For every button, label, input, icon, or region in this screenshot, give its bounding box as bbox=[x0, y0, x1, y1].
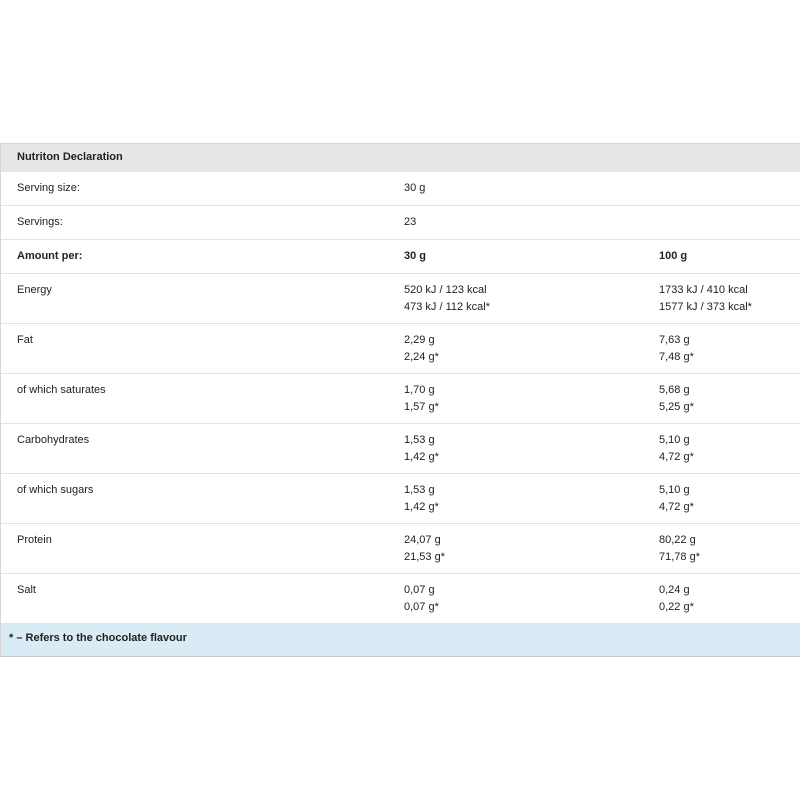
table-title: Nutriton Declaration bbox=[17, 151, 123, 163]
footnote: * – Refers to the chocolate flavour bbox=[9, 632, 187, 644]
table-row bbox=[1, 324, 800, 374]
value-100g-line-2: 4,72 g* bbox=[659, 451, 694, 463]
table-row bbox=[1, 524, 800, 574]
value-100g-line-1: 1733 kJ / 410 kcal bbox=[659, 284, 748, 296]
amount-per-label: Amount per: bbox=[17, 250, 83, 262]
value-30g bbox=[404, 582, 439, 616]
value-30g-line-2: 1,57 g* bbox=[404, 401, 439, 413]
value-100g bbox=[659, 582, 694, 616]
table-row bbox=[1, 274, 800, 324]
value-100g bbox=[659, 532, 700, 566]
value-30g bbox=[404, 282, 490, 316]
nutrition-table bbox=[0, 143, 800, 657]
value-30g bbox=[404, 482, 439, 516]
value-30g-line-1: 1,53 g bbox=[404, 434, 435, 446]
servings-row bbox=[1, 206, 800, 240]
value-100g-line-1: 5,68 g bbox=[659, 384, 690, 396]
servings-value: 23 bbox=[404, 216, 417, 228]
value-30g-line-1: 520 kJ / 123 kcal bbox=[404, 284, 487, 296]
table-row bbox=[1, 474, 800, 524]
value-100g-line-1: 5,10 g bbox=[659, 434, 690, 446]
value-100g-line-2: 4,72 g* bbox=[659, 501, 694, 513]
table-row bbox=[1, 374, 800, 424]
value-100g bbox=[659, 282, 752, 316]
value-100g bbox=[659, 332, 694, 366]
value-100g-line-2: 71,78 g* bbox=[659, 551, 700, 563]
amount-per-row bbox=[1, 240, 800, 274]
nutrient-label: of which sugars bbox=[17, 484, 94, 496]
value-100g bbox=[659, 382, 694, 416]
value-30g-line-1: 0,07 g bbox=[404, 584, 435, 596]
value-30g-line-2: 2,24 g* bbox=[404, 351, 439, 363]
value-100g-line-2: 0,22 g* bbox=[659, 601, 694, 613]
amount-per-30g-header: 30 g bbox=[404, 250, 427, 262]
value-100g-line-2: 7,48 g* bbox=[659, 351, 694, 363]
value-30g-line-2: 21,53 g* bbox=[404, 551, 445, 563]
table-row bbox=[1, 424, 800, 474]
value-30g-line-1: 1,70 g bbox=[404, 384, 435, 396]
value-100g-line-1: 5,10 g bbox=[659, 484, 690, 496]
nutrient-label: Fat bbox=[17, 334, 33, 346]
value-30g-line-2: 0,07 g* bbox=[404, 601, 439, 613]
nutrient-label: Energy bbox=[17, 284, 52, 296]
value-100g-line-2: 1577 kJ / 373 kcal* bbox=[659, 301, 752, 313]
value-30g-line-1: 2,29 g bbox=[404, 334, 435, 346]
amount-per-100g-header: 100 g bbox=[659, 250, 688, 262]
value-30g-line-1: 24,07 g bbox=[404, 534, 441, 546]
value-30g-line-1: 1,53 g bbox=[404, 484, 435, 496]
serving-size-label: Serving size: bbox=[17, 182, 80, 194]
value-30g bbox=[404, 382, 439, 416]
nutrient-label: Salt bbox=[17, 584, 36, 596]
value-100g bbox=[659, 482, 694, 516]
value-100g bbox=[659, 432, 694, 466]
table-row bbox=[1, 574, 800, 624]
serving-size-value: 30 g bbox=[404, 182, 426, 194]
servings-label: Servings: bbox=[17, 216, 63, 228]
nutrient-label: of which saturates bbox=[17, 384, 106, 396]
value-100g-line-1: 0,24 g bbox=[659, 584, 690, 596]
value-30g bbox=[404, 332, 439, 366]
nutrient-label: Protein bbox=[17, 534, 52, 546]
value-100g-line-1: 7,63 g bbox=[659, 334, 690, 346]
table-header bbox=[1, 144, 800, 172]
footnote-row bbox=[1, 624, 800, 657]
value-30g-line-2: 1,42 g* bbox=[404, 501, 439, 513]
value-100g-line-2: 5,25 g* bbox=[659, 401, 694, 413]
value-100g-line-1: 80,22 g bbox=[659, 534, 696, 546]
nutrient-label: Carbohydrates bbox=[17, 434, 90, 446]
value-30g bbox=[404, 432, 439, 466]
value-30g-line-2: 473 kJ / 112 kcal* bbox=[404, 301, 491, 313]
serving-size-row bbox=[1, 172, 800, 206]
value-30g-line-2: 1,42 g* bbox=[404, 451, 439, 463]
value-30g bbox=[404, 532, 445, 566]
